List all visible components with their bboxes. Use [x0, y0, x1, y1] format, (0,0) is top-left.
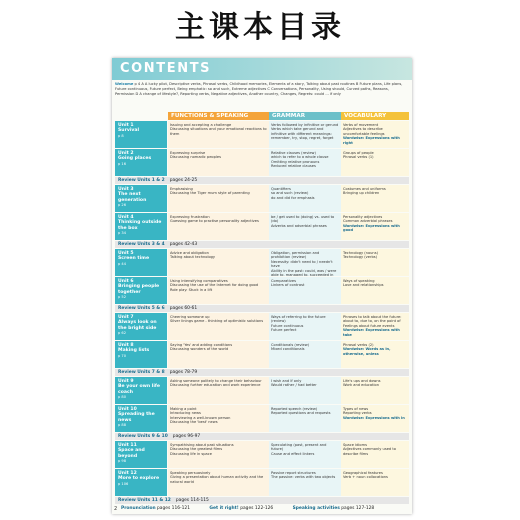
pronunciation-label: Pronunciation	[121, 506, 156, 511]
review-pages: pages 24-25	[169, 178, 198, 183]
unit-row	[115, 469, 409, 496]
cell-line: Ways of speaking	[343, 278, 375, 283]
cell-line: Love and relationships	[343, 283, 384, 287]
unit-number: Unit 4	[118, 215, 134, 220]
unit-page: p 88	[118, 423, 126, 428]
cell-line: Obligation, permission and prohibition (review)	[271, 250, 320, 259]
review-row	[115, 241, 409, 248]
grammar-cell	[269, 441, 341, 468]
cell-line: Adjectives commonly used to describe films	[343, 447, 396, 456]
review-label: Review Units 7 & 8	[118, 370, 165, 375]
unit-label	[115, 377, 167, 404]
unit-title: Always look on the bright side	[118, 320, 157, 331]
unit-label	[115, 185, 167, 212]
functions-cell	[168, 121, 269, 148]
cell-line: Feelings about future events	[343, 323, 395, 328]
cell-line: Cheering someone up	[170, 314, 210, 319]
cell-line: Wordwise: Expressions with take	[343, 328, 400, 337]
unit-number: Unit 2	[118, 151, 134, 156]
unit-label	[115, 341, 167, 368]
cell-line: do and did for emphasis	[271, 195, 315, 200]
unit-row	[115, 277, 409, 304]
welcome-page: p 4	[134, 82, 141, 86]
unit-title: Bringing people together	[118, 284, 160, 295]
unit-label	[115, 441, 167, 468]
unit-page: p 62	[118, 331, 126, 336]
cell-line: Speculating (past, present and future)	[271, 442, 327, 451]
cell-line: Wordwise: Words as in, otherwise, unless	[343, 347, 391, 356]
cell-line: Making a point	[170, 406, 197, 411]
review-row	[115, 369, 409, 376]
unit-number: Unit 10	[118, 407, 137, 412]
cell-line: Adjectives to describe uncomfortable feelings	[343, 127, 385, 136]
column-functions-speaking: FUNCTIONS & SPEAKING	[168, 112, 269, 120]
cell-line: Work and education	[343, 383, 379, 387]
review-row	[115, 433, 409, 440]
unit-page: p 16	[118, 161, 126, 166]
cell-line: Discussing further education and work experience	[170, 383, 261, 387]
review-label: Review Units 3 & 4	[118, 242, 165, 247]
cell-line: which to refer to a whole clause	[271, 155, 329, 159]
cell-line: Discussing wonders of the world	[170, 347, 229, 351]
unit-row	[115, 405, 409, 432]
vocabulary-cell	[341, 405, 409, 432]
cell-line: Ways of referring to the future (review)	[271, 314, 326, 323]
grammar-cell	[269, 405, 341, 432]
cell-line: Bringing up children	[343, 191, 380, 195]
grammar-cell	[269, 149, 341, 176]
cell-line: Using intensifying comparatives	[170, 278, 228, 283]
get-it-right-pages: pages 122-126	[240, 506, 274, 511]
review-label: Review Units 11 & 12	[118, 498, 171, 503]
unit-row	[115, 341, 409, 368]
vocabulary-cell	[341, 441, 409, 468]
grammar-cell	[269, 213, 341, 240]
vocabulary-cell	[341, 249, 409, 276]
cell-line: Verbs followed by infinitive or gerund	[271, 122, 339, 127]
functions-cell	[168, 249, 269, 276]
functions-cell	[168, 377, 269, 404]
unit-label	[115, 149, 167, 176]
review-label: Review Units 1 & 2	[118, 178, 165, 183]
review-pages: pages 60-61	[169, 306, 198, 311]
cell-line: Interviewing a well-known person	[170, 415, 231, 420]
unit-number: Unit 12	[118, 471, 137, 476]
unit-page: p 52	[118, 295, 126, 300]
unit-row	[115, 377, 409, 404]
unit-page: p 106	[118, 481, 129, 486]
grammar-cell	[269, 121, 341, 148]
unit-number: Unit 6	[118, 279, 134, 284]
cell-line: Ability in the past: could, was / were able to, managed to, succeeded in	[271, 268, 337, 276]
contents-page	[112, 58, 412, 514]
cell-line: Introducing news	[170, 411, 201, 415]
unit-title: Be your own life coach	[118, 384, 161, 395]
unit-page: p 80	[118, 395, 126, 400]
grammar-cell	[269, 313, 341, 340]
review-label: Review Units 9 & 10	[118, 434, 168, 439]
unit-number: Unit 8	[118, 343, 134, 348]
cell-line: Mixed conditionals	[271, 347, 305, 351]
unit-title: Survival	[118, 128, 140, 134]
vocabulary-cell	[341, 313, 409, 340]
cell-line: Phrasal verbs (1)	[343, 155, 374, 159]
cell-line: Future continuous	[271, 323, 304, 328]
unit-title: Going places	[118, 156, 152, 162]
vocabulary-cell	[341, 377, 409, 404]
grammar-cell	[269, 185, 341, 212]
cell-line: Discussing situations and your emotional reactions to them	[170, 127, 267, 136]
unit-number: Unit 5	[118, 251, 134, 256]
banner-title: 主课本目录	[175, 10, 345, 45]
cell-line: Discussing the 'best' news	[170, 420, 218, 424]
unit-label	[115, 277, 167, 304]
welcome-text: A A lucky pilot, Descriptive verbs, Phrasal verbs, Childhood memories, Elements of a story, Talking about past routines B Future plans, Life plans, Future continuous, Future perfect, Being emphatic: so and such, Extreme adjectives C Conversations, Personality, Using should, Curved paths, Reasons, Permission D A change of lifestyle?, Reporting verbs, Negative adjectives, Another country, Changes, Regrets: could ... if only	[115, 82, 403, 96]
cell-line: Verbs of movement	[343, 122, 379, 127]
cell-line: Necessity: didn't need to / needn't have	[271, 259, 333, 268]
unit-row	[115, 213, 409, 240]
functions-cell	[168, 213, 269, 240]
cell-line: Saying 'Yes' and adding conditions	[170, 342, 233, 347]
cell-line: Verbs which take gerund and infinitive with different meanings: remember, try, stop, regret, forget	[271, 127, 334, 140]
unit-number: Unit 1	[118, 123, 134, 128]
review-row	[115, 497, 409, 504]
cell-line: Silver linings game - thinking of optimistic solutions	[170, 319, 264, 323]
cell-line: Expressing surprise	[170, 150, 206, 155]
functions-cell	[168, 441, 269, 468]
unit-title: Spreading the news	[118, 412, 155, 423]
unit-page: p 70	[118, 353, 126, 358]
cell-line: Would rather / had better	[271, 383, 317, 387]
unit-page: p 98	[118, 459, 126, 464]
grammar-cell	[269, 341, 341, 368]
unit-title: More to explore	[118, 476, 160, 482]
vocabulary-cell	[341, 341, 409, 368]
unit-label	[115, 313, 167, 340]
review-row	[115, 177, 409, 184]
unit-row	[115, 441, 409, 468]
cell-line: Reported speech (review)	[271, 406, 318, 411]
unit-number: Unit 11	[118, 443, 137, 448]
unit-page: p 44	[118, 261, 126, 266]
page-number: 2	[114, 506, 118, 512]
unit-number: Unit 3	[118, 187, 134, 192]
welcome-label: Welcome	[115, 82, 134, 86]
unit-label	[115, 249, 167, 276]
grammar-cell	[269, 377, 341, 404]
footer-links	[115, 505, 409, 513]
cell-line: Wordwise: Expressions with in	[343, 415, 405, 420]
cell-line: Future perfect	[271, 328, 297, 332]
cell-line: Comparatives	[271, 278, 296, 283]
cell-line: be / get used to (doing) vs. used to (do)	[271, 214, 335, 223]
cell-line: Types of news	[343, 406, 369, 411]
get-it-right-label: Get it right!	[209, 506, 239, 511]
cell-line: Phrasal verbs (2)	[343, 342, 374, 347]
cell-line: Quantifiers	[271, 186, 291, 191]
unit-row	[115, 121, 409, 148]
column-grammar: GRAMMAR	[269, 112, 341, 120]
unit-title: Thinking outside the box	[118, 220, 162, 231]
cell-line: Life's ups and downs	[343, 378, 381, 383]
cell-line: Discussing nomadic peoples	[170, 155, 221, 159]
review-row	[115, 305, 409, 312]
cell-line: Verb + noun collocations	[343, 475, 388, 479]
cell-line: Cause and effect linkers	[271, 451, 315, 456]
cell-line: Emphasising	[170, 186, 193, 191]
speaking-activities-pages: pages 127-128	[341, 506, 375, 511]
functions-cell	[168, 149, 269, 176]
unit-label	[115, 405, 167, 432]
vocabulary-cell	[341, 121, 409, 148]
cell-line: Talking about technology	[170, 255, 216, 259]
cell-line: Discussing life in space	[170, 451, 212, 456]
unit-title: Screen time	[118, 256, 150, 262]
functions-cell	[168, 313, 269, 340]
cell-line: Relative clauses (review)	[271, 150, 316, 155]
review-pages: pages 78-79	[169, 370, 198, 375]
cell-line: Costumes and uniforms	[343, 186, 386, 191]
cell-line: Reported questions and requests	[271, 411, 331, 415]
unit-title: Space and beyond	[118, 448, 145, 459]
pronunciation-pages: pages 116-121	[157, 506, 190, 511]
cell-line: Adverbs and adverbial phrases	[271, 223, 327, 228]
cell-line: Technology (verbs)	[343, 255, 378, 259]
contents-title: CONTENTS	[120, 61, 212, 76]
cell-line: Advice and obligation	[170, 250, 209, 255]
cell-line: Issuing and accepting a challenge	[170, 122, 232, 127]
cell-line: Role play: Stuck in a lift	[170, 287, 213, 292]
cell-line: Technology (nouns)	[343, 250, 378, 255]
vocabulary-cell	[341, 277, 409, 304]
cell-line: Omitting relative pronouns	[271, 159, 320, 164]
unit-title: Making lists	[118, 348, 150, 354]
unit-page: p 26	[118, 203, 126, 208]
cell-line: Personality adjectives	[343, 214, 383, 219]
unit-number: Unit 7	[118, 315, 134, 320]
grammar-cell	[269, 249, 341, 276]
vocabulary-cell	[341, 149, 409, 176]
review-label: Review Units 5 & 6	[118, 306, 165, 311]
vocabulary-cell	[341, 469, 409, 496]
cell-line: I wish and If only	[271, 378, 302, 383]
cell-line: The passive: verbs with two objects	[271, 475, 336, 479]
cell-line: Speaking persuasively	[170, 470, 211, 475]
cell-line: Reporting verbs	[343, 411, 372, 415]
review-pages: pages 42-43	[169, 242, 198, 247]
cell-line: Phrases to talk about the future: about to, due to, on the point of	[343, 314, 402, 323]
cell-line: Guessing game to practise personality adjectives	[170, 219, 259, 223]
speaking-activities-label: Speaking activities	[292, 506, 340, 511]
cell-line: Wordwise: Expressions with good	[343, 223, 400, 232]
cell-line: Discussing the Tiger mum style of parenting	[170, 191, 250, 195]
unit-row	[115, 249, 409, 276]
functions-cell	[168, 469, 269, 496]
unit-row	[115, 149, 409, 176]
cell-line: Conditionals (review)	[271, 342, 310, 347]
functions-cell	[168, 277, 269, 304]
cell-line: so and such (review)	[271, 191, 309, 195]
cell-line: Geographical features	[343, 470, 383, 475]
cell-line: Discussing the use of the Internet for doing good	[170, 283, 259, 287]
unit-row	[115, 313, 409, 340]
unit-title: The next generation	[118, 192, 147, 203]
unit-page: p 34	[118, 231, 126, 236]
cell-line: Linkers of contrast	[271, 283, 305, 287]
cell-line: Discussing the greatest films	[170, 447, 223, 451]
cell-line: Sympathising about past situations	[170, 442, 234, 447]
cell-line: Passive report structures	[271, 470, 316, 475]
unit-label	[115, 121, 167, 148]
functions-cell	[168, 405, 269, 432]
grammar-cell	[269, 277, 341, 304]
cell-line: Giving a presentation about human activity and the natural world	[170, 475, 264, 484]
cell-line: Groups of people	[343, 150, 374, 155]
column-vocabulary: VOCABULARY	[341, 112, 409, 120]
unit-label	[115, 469, 167, 496]
cell-line: Wordwise: Expressions with right	[343, 136, 400, 145]
cell-line: Asking someone politely to change their behaviour	[170, 378, 262, 383]
review-pages: pages 96-97	[172, 434, 201, 439]
cell-line: Expressing frustration	[170, 214, 210, 219]
grammar-cell	[269, 469, 341, 496]
vocabulary-cell	[341, 213, 409, 240]
cell-line: Common adverbial phrases	[343, 219, 393, 223]
contents-header	[112, 58, 412, 80]
unit-number: Unit 9	[118, 379, 134, 384]
cell-line: Space idioms	[343, 442, 367, 447]
vocabulary-cell	[341, 185, 409, 212]
review-pages: pages 114-115	[175, 498, 209, 503]
functions-cell	[168, 341, 269, 368]
unit-label	[115, 213, 167, 240]
unit-page: p 8	[118, 133, 124, 138]
unit-row	[115, 185, 409, 212]
functions-cell	[168, 185, 269, 212]
welcome-section	[115, 82, 409, 110]
cell-line: Reduced relative clauses	[271, 164, 316, 168]
